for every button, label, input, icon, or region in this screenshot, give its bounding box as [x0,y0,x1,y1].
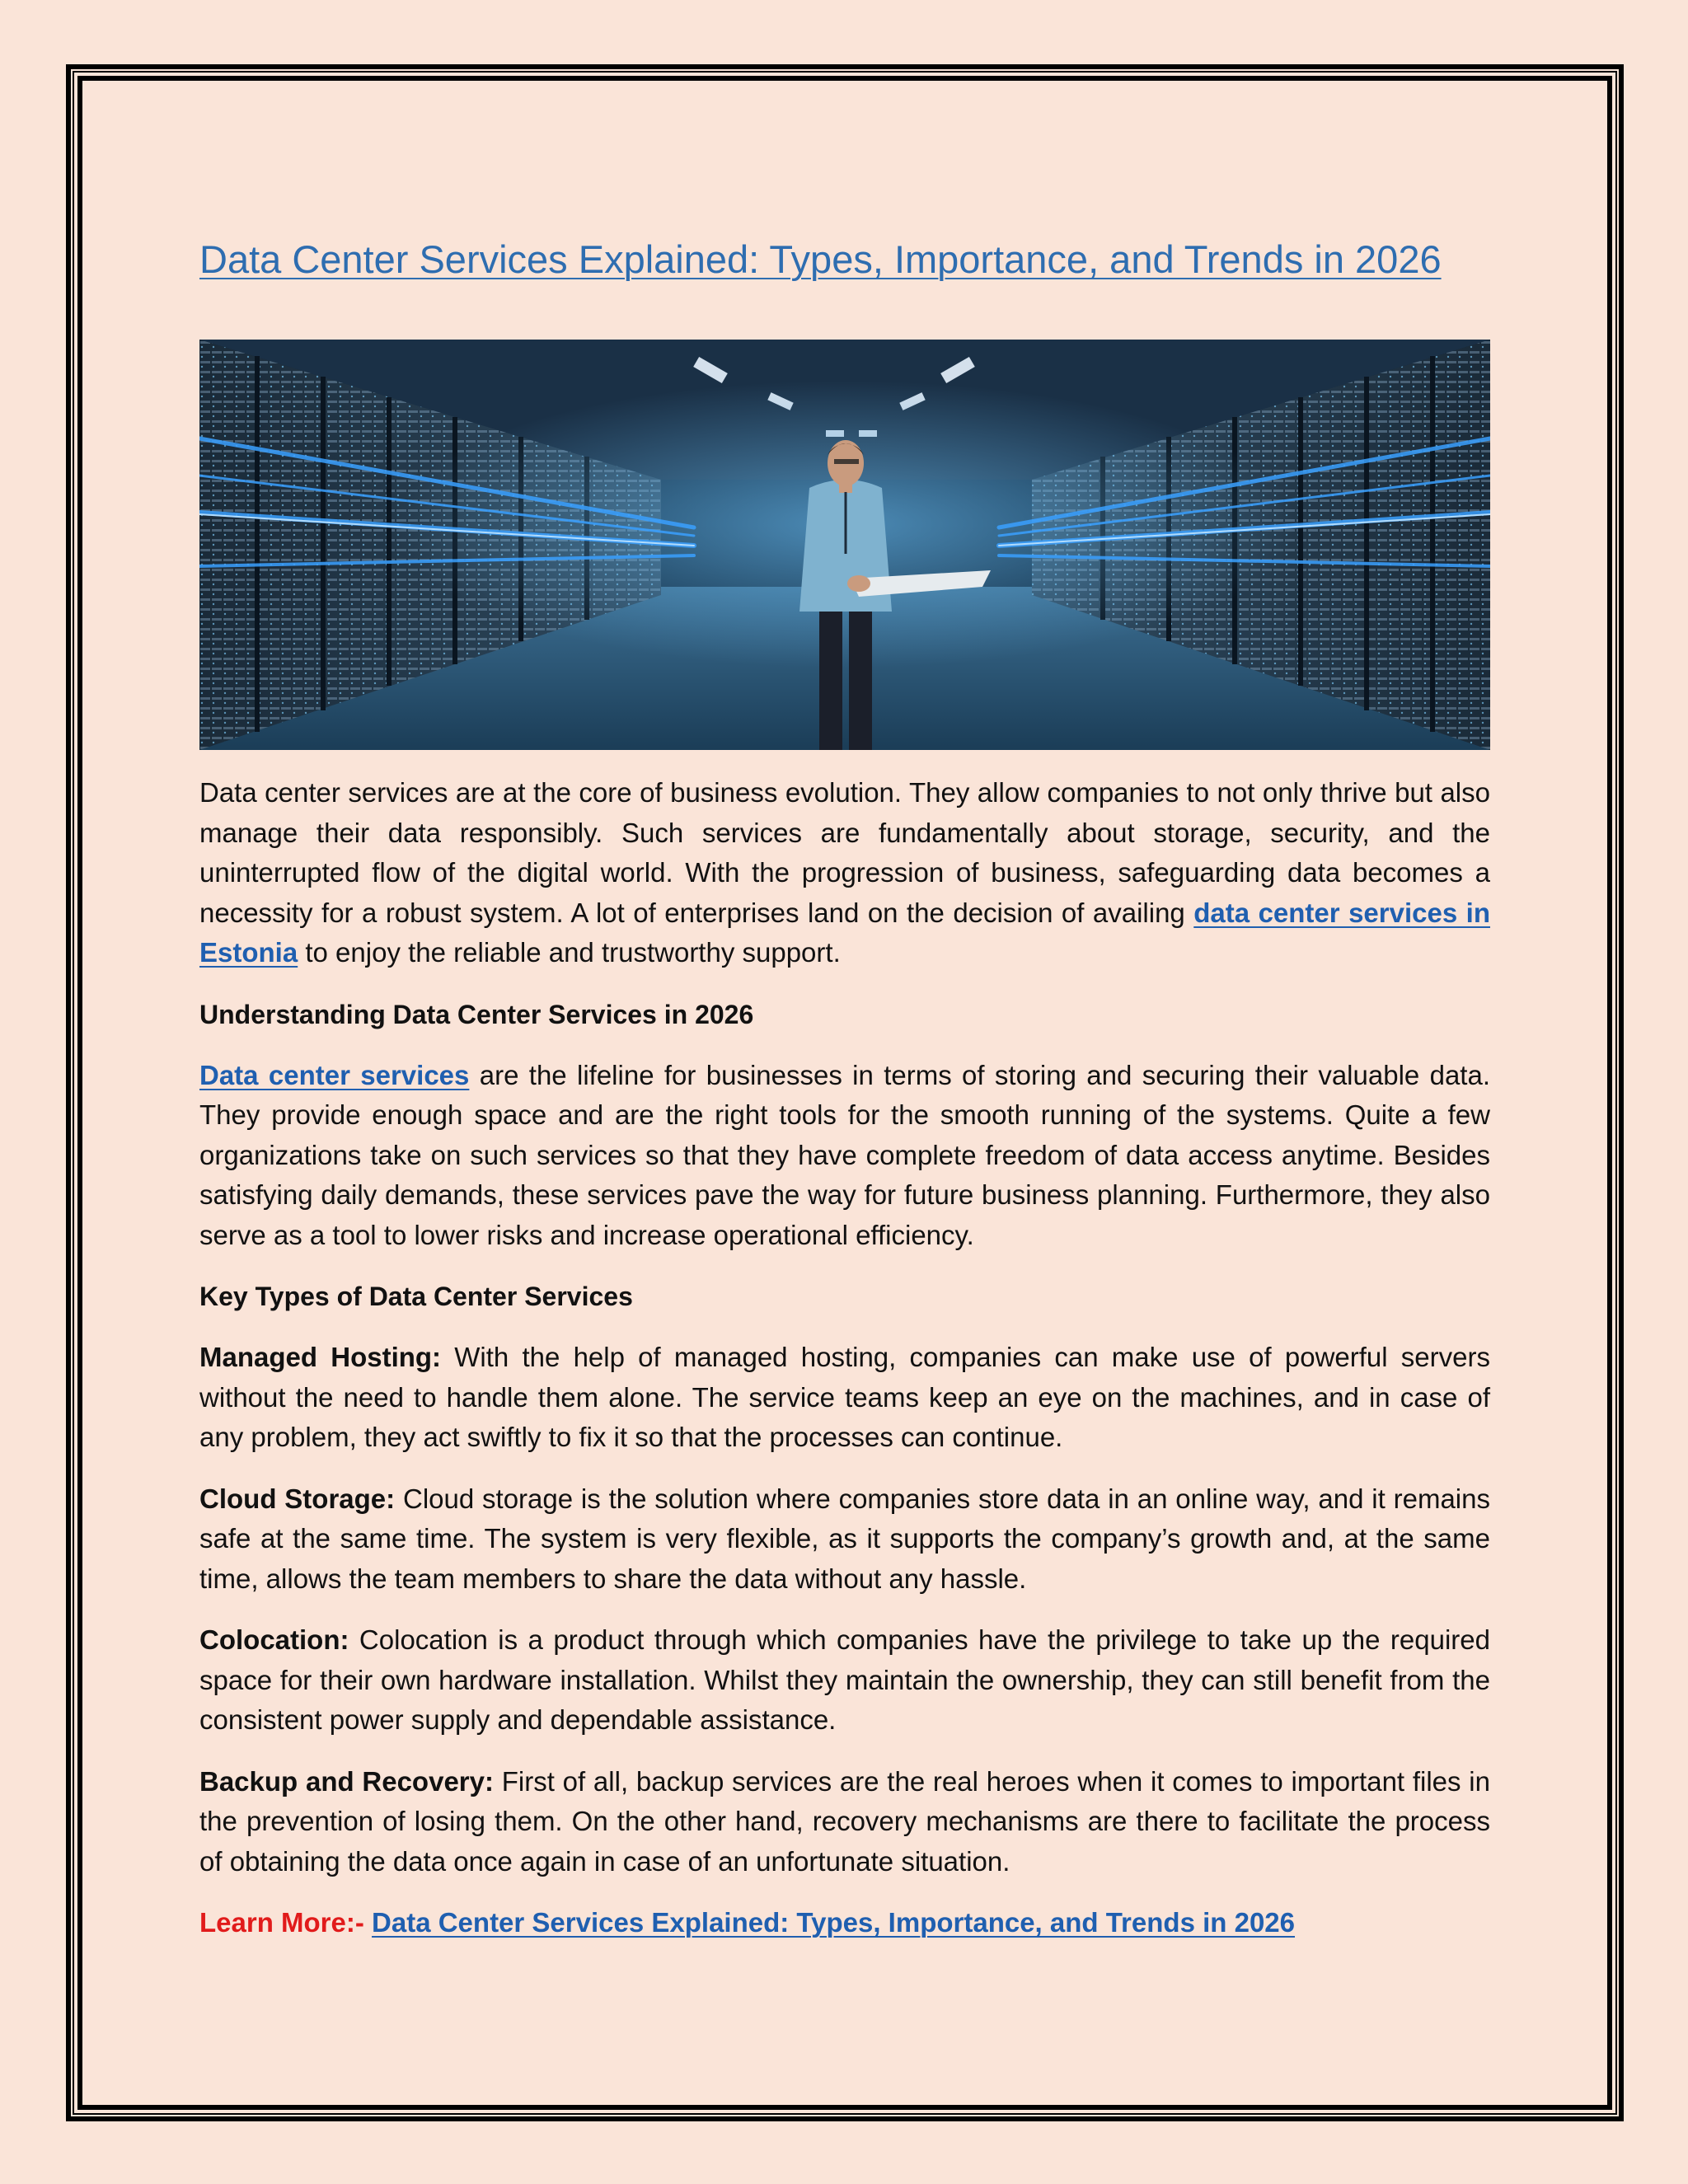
data-center-services-link[interactable]: Data center services [199,1059,470,1090]
section-heading-understanding: Understanding Data Center Services in 2026 [199,999,754,1029]
service-type-backup-recovery [199,1762,1490,1882]
intro-text-before: Data center services are at the core of business evolution. They allow companies to not only thrive but also manage their data responsibly. Such services are fundamentally about storage, security, and the uninterrupted flow of the digital world. With the progression of business, safeguarding data becomes a necessity for a robust system. A lot of enterprises land on the decision of availing [199,777,1490,928]
hero-image [199,340,1490,750]
service-type-colocation [199,1620,1490,1741]
service-type-term: Cloud Storage: [199,1483,396,1514]
service-type-term: Backup and Recovery: [199,1765,494,1797]
article [199,231,1490,1943]
learn-more-link[interactable]: Data Center Services Explained: Types, Importance, and Trends in 2026 [372,1907,1296,1938]
understanding-text: are the lifeline for businesses in terms of storing and securing their valuable data. They provide enough space and are the right tools for the smooth running of the systems. Quite a few organizations take on such services so that they have complete freedom of data access anytime. Besides satisfying daily demands, these services pave the way for future business planning. Furthermore, they also serve as a tool to lower risks and increase operational efficiency. [199,1059,1490,1250]
service-type-description: Colocation is a product through which companies have the privilege to take up the required space for their own hardware installation. Whilst they maintain the ownership, they can still benefit from the consistent power supply and dependable assistance. [199,1624,1490,1735]
estonia-services-link[interactable]: data center services in Estonia [199,897,1490,968]
article-title[interactable]: Data Center Services Explained: Types, Importance, and Trends in 2026 [199,237,1442,281]
intro-paragraph [199,773,1490,973]
service-type-cloud-storage [199,1479,1490,1600]
service-type-term: Managed Hosting: [199,1342,442,1372]
learn-more-line [199,1903,1490,1943]
understanding-paragraph [199,1056,1490,1256]
section-heading-key-types: Key Types of Data Center Services [199,1282,633,1311]
learn-more-label: Learn More:- [199,1907,364,1938]
intro-text-after: to enjoy the reliable and trustworthy support. [298,937,841,968]
service-type-description: With the help of managed hosting, companies can make use of powerful servers without the need to handle them alone. The service teams keep an eye on the machines, and in case of any problem, they act swiftly to fix it so that the processes can continue. [199,1342,1490,1452]
service-type-description: First of all, backup services are the real heroes when it comes to important files in the prevention of losing them. On the other hand, recovery mechanisms are there to facilitate the process of obtaining the data once again in case of an unfortunate situation. [199,1765,1490,1877]
service-type-managed-hosting [199,1338,1490,1458]
service-type-description: Cloud storage is the solution where companies store data in an online way, and it remains safe at the same time. The system is very flexible, as it supports the company’s growth and, at the same time, allows the team members to share the data without any hassle. [199,1483,1490,1594]
service-type-term: Colocation: [199,1624,349,1655]
